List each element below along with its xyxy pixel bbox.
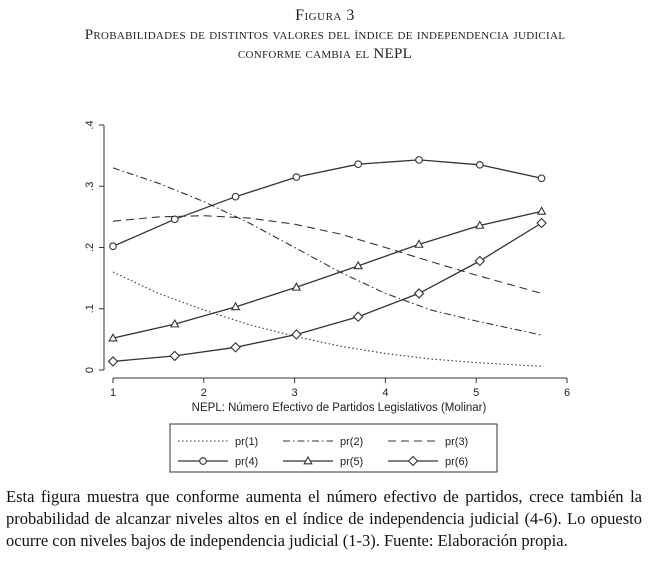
data-point-pr6 — [414, 289, 423, 298]
y-tick-label: .1 — [84, 304, 96, 314]
data-point-pr6 — [354, 312, 363, 321]
legend-label: pr(5) — [340, 456, 364, 468]
data-point-pr4 — [110, 243, 117, 250]
legend-label: pr(1) — [235, 436, 259, 448]
data-point-pr4 — [171, 216, 178, 223]
y-tick-label: 0 — [84, 366, 96, 374]
data-point-pr6 — [109, 357, 118, 366]
figure-title-line-2: conforme cambia el NEPL — [237, 46, 413, 62]
figure-note: Esta figura muestra que conforme aumenta el número efectivo de partidos, crece también la probabilidad de alcanzar niveles altos en el índice de independencia judicial (4-6). Lo opuesto ocurre con niveles bajos de independencia judicial (1-3). Fuente: Elaboración propia. — [6, 487, 642, 550]
x-axis-label: NEPL: Número Efectivo de Partidos Legislativos (Molinar) — [191, 402, 487, 414]
series-line-pr5 — [113, 211, 542, 338]
data-point-pr6 — [292, 330, 301, 339]
y-tick-label: .3 — [84, 181, 96, 191]
data-point-pr5 — [538, 207, 546, 214]
data-point-pr4 — [293, 174, 300, 181]
y-tick-label: .2 — [84, 242, 96, 253]
x-tick-label: 1 — [109, 387, 117, 399]
series-line-pr4 — [113, 160, 542, 246]
legend-marker — [200, 458, 207, 465]
legend-label: pr(6) — [445, 456, 469, 468]
data-point-pr6 — [231, 343, 240, 352]
x-tick-label: 3 — [291, 387, 298, 399]
data-point-pr6 — [537, 219, 546, 228]
figure-title-line-1: Probabilidades de distintos valores del índice de independencia judicial — [84, 27, 566, 43]
figure-label: Figura 3 — [295, 7, 355, 24]
series-line-pr6 — [113, 223, 542, 361]
legend-label: pr(2) — [340, 436, 364, 448]
data-point-pr6 — [170, 351, 179, 360]
x-tick-label: 6 — [563, 387, 571, 399]
x-tick-label: 4 — [382, 387, 389, 399]
y-tick-label: .4 — [84, 120, 96, 130]
data-point-pr4 — [416, 157, 423, 164]
x-tick-label: 2 — [200, 387, 207, 399]
legend-label: pr(3) — [445, 436, 469, 448]
data-point-pr4 — [232, 193, 239, 200]
series-line-pr2 — [113, 168, 542, 335]
data-point-pr6 — [475, 256, 484, 265]
series-line-pr1 — [113, 272, 542, 366]
x-tick-label: 5 — [473, 387, 480, 399]
legend-label: pr(4) — [235, 456, 259, 468]
data-point-pr4 — [355, 161, 362, 168]
data-point-pr4 — [538, 175, 545, 182]
data-point-pr4 — [477, 162, 484, 169]
